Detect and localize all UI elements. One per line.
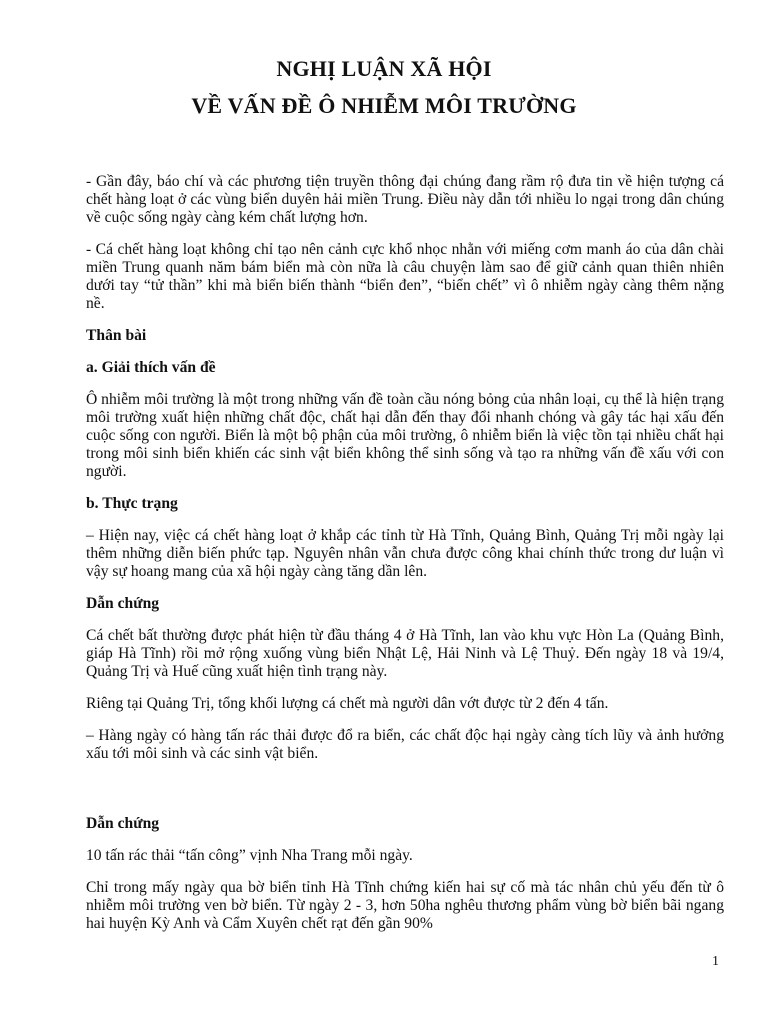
page-number: 1 — [712, 954, 719, 969]
evidence-2-paragraph-2: Chỉ trong mấy ngày qua bờ biển tỉnh Hà Tĩnh chứng kiến hai sự cố mà tác nhân chủ yếu đến từ ô nhiễm môi trường ven bờ biển. Từ ngày 2 - 3, hơn 50ha nghêu thương phẩm vùng bờ biển bãi ngang hai huyện Kỳ Anh và Cẩm Xuyên chết rạt đến gần 90% — [86, 879, 724, 932]
section-a-paragraph: Ô nhiễm môi trường là một trong những vấn đề toàn cầu nóng bỏng của nhân loại, cụ thể là hiện trạng môi trường xuất hiện những chất độc, chất hại dẫn đến thay đổi nhanh chóng và gây tác hại xấu đến cuộc sống con người. Biển là một bộ phận của môi trường, ô nhiễm biển là việc tồn tại nhiều chất hại trong môi sinh biển khiến các sinh vật biển không thể sinh sống và tạo ra những vấn đề xấu với con người. — [86, 391, 724, 480]
section-spacer — [86, 777, 724, 815]
document-title-line-2: VỀ VẤN ĐỀ Ô NHIỄM MÔI TRƯỜNG — [191, 93, 577, 118]
section-a-heading: a. Giải thích vấn đề — [86, 359, 216, 376]
evidence-1-paragraph-1: Cá chết bất thường được phát hiện từ đầu tháng 4 ở Hà Tĩnh, lan vào khu vực Hòn La (Quảng Bình, giáp Hà Tĩnh) rồi mở rộng xuống vùng biển Nhật Lệ, Hải Ninh và Lệ Thuỷ. Đến ngày 18 và 19/4, Quảng Trị và Huế cũng xuất hiện tình trạng này. — [86, 627, 724, 680]
document-body — [86, 173, 724, 947]
than-bai-heading: Thân bài — [86, 327, 147, 344]
intro-paragraph-1: - Gần đây, báo chí và các phương tiện truyền thông đại chúng đang rầm rộ đưa tin về hiện tượng cá chết hàng loạt ở các vùng biển duyên hải miền Trung. Điều này dẫn tới nhiều lo ngại trong dân chúng về cuộc sống ngày càng kém chất lượng hơn. — [86, 173, 724, 226]
section-b-heading: b. Thực trạng — [86, 495, 178, 512]
section-b-paragraph: – Hiện nay, việc cá chết hàng loạt ở khắp các tỉnh từ Hà Tĩnh, Quảng Bình, Quảng Trị mỗi ngày lại thêm những diễn biến phức tạp. Nguyên nhân vẫn chưa được công khai chính thức trong dư luận vì vậy sự hoang mang của xã hội ngày càng tăng dần lên. — [86, 527, 724, 580]
evidence-2-heading: Dẫn chứng — [86, 815, 160, 832]
evidence-1-heading: Dẫn chứng — [86, 595, 160, 612]
evidence-1-paragraph-3: – Hàng ngày có hàng tấn rác thải được đổ ra biển, các chất độc hại ngày càng tích lũy và ảnh hưởng xấu tới môi sinh và các sinh vật biển. — [86, 727, 724, 762]
document-title-line-1: NGHỊ LUẬN XÃ HỘI — [276, 56, 492, 81]
evidence-2-paragraph-1: 10 tấn rác thải “tấn công” vịnh Nha Trang mỗi ngày. — [86, 847, 413, 864]
intro-paragraph-2: - Cá chết hàng loạt không chỉ tạo nên cảnh cực khổ nhọc nhằn với miếng cơm manh áo của dân chài miền Trung quanh năm bám biển mà còn nữa là câu chuyện làm sao để giữ cảnh quan thiên nhiên dưới tay “tử thần” khi mà biển biến thành “biển đen”, “biển chết” vì ô nhiễm ngày càng thêm nặng nề. — [86, 241, 724, 312]
evidence-1-paragraph-2: Riêng tại Quảng Trị, tổng khối lượng cá chết mà người dân vớt được từ 2 đến 4 tấn. — [86, 695, 609, 712]
